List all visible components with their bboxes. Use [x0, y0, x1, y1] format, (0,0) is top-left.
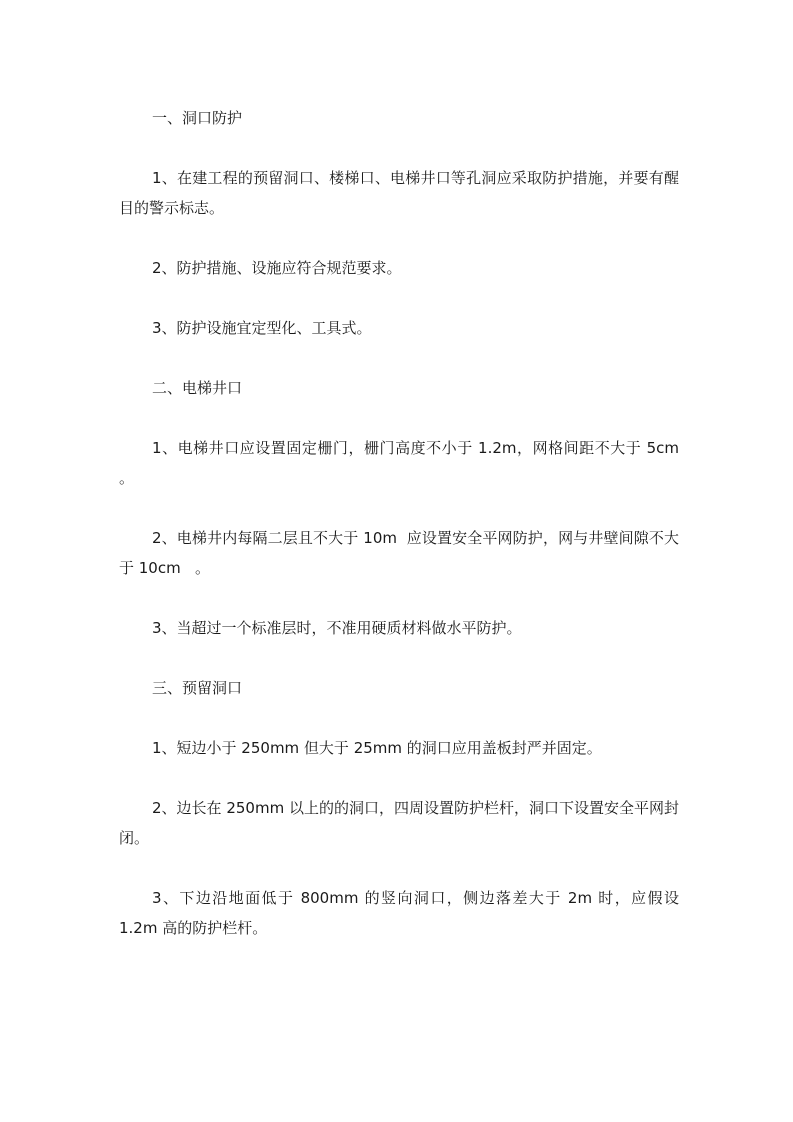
paragraph: 1、电梯井口应设置固定栅门，栅门高度不小于 1.2m，网格间距不大于 5cm 。: [119, 439, 689, 487]
paragraph: 1、短边小于 250mm 但大于 25mm 的洞口应用盖板封严并固定。: [152, 739, 602, 757]
section-heading-reserved-holes: 三、预留洞口: [152, 679, 243, 697]
paragraph: 2、电梯井内每隔二层且不大于 10m 应设置安全平网防护，网与井壁间隙不大于 10cm 。: [119, 529, 679, 577]
paragraph: 2、防护措施、设施应符合规范要求。: [152, 259, 402, 277]
document-body: [119, 103, 689, 943]
paragraph: 2、边长在 250mm 以上的的洞口，四周设置防护栏杆，洞口下设置安全平网封闭。: [119, 799, 679, 847]
paragraph: 3、下边沿地面低于 800mm 的竖向洞口，侧边落差大于 2m 时，应假设 1.2m 高的防护栏杆。: [119, 889, 684, 937]
paragraph: 3、防护设施宜定型化、工具式。: [152, 319, 372, 337]
section-heading-elevator-shaft: 二、电梯井口: [152, 379, 243, 397]
section-heading-hole-protection: 一、洞口防护: [152, 109, 243, 127]
paragraph: 3、当超过一个标准层时，不准用硬质材料做水平防护。: [152, 619, 522, 637]
paragraph: 1、在建工程的预留洞口、楼梯口、电梯井口等孔洞应采取防护措施，并要有醒目的警示标志。: [119, 169, 679, 217]
